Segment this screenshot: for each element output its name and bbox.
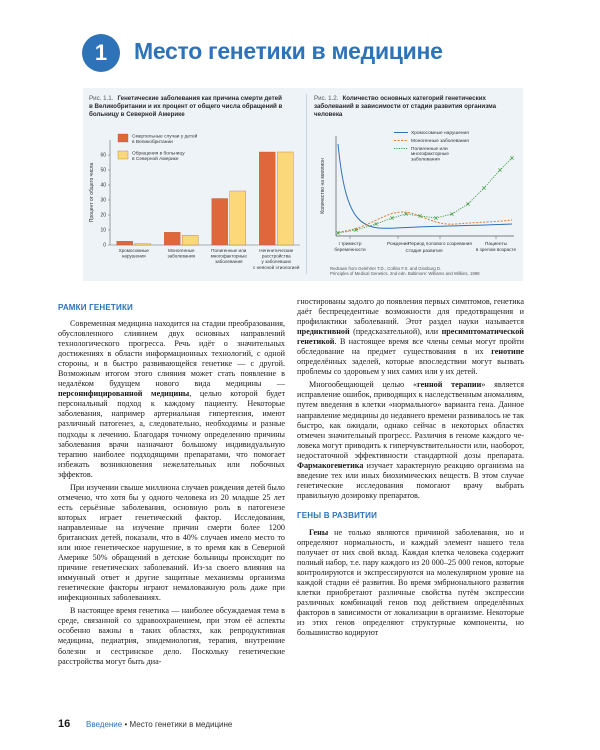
x-category-label: у заболевших xyxy=(261,259,292,265)
legend-label: многофакторные xyxy=(411,152,449,158)
legend-label: в Северной Америке xyxy=(132,157,179,162)
bar-hospital xyxy=(277,152,293,245)
fig2-line-chart xyxy=(314,126,520,262)
x-category-label: Хромосомные xyxy=(118,248,149,253)
x-stage-label: беременности xyxy=(334,247,366,252)
bar-hospital xyxy=(230,191,246,245)
y-tick-label: 40 xyxy=(100,182,106,189)
term-predictive: предиктивной xyxy=(297,327,350,337)
series-polygenic-point xyxy=(390,216,393,219)
bar-deaths xyxy=(117,241,133,245)
x-category-label: заболевания xyxy=(214,259,243,265)
fig2-caption xyxy=(314,95,514,119)
series-polygenic-point xyxy=(510,156,513,159)
fig2-source-line: Principles of Medical Genetics. 2nd edn. Baltimore: Williams and Wilkins, 1998 xyxy=(330,271,480,277)
section-heading-genes: ГЕНЫ В РАЗВИТИИ xyxy=(297,510,378,520)
fig2-label: Рис. 1.2. xyxy=(314,95,339,102)
running-footer xyxy=(86,720,232,729)
y-tick-label: 20 xyxy=(100,212,106,219)
legend-label: Смертельные случаи у детей xyxy=(132,134,198,140)
x-stage-label: Период полового созревания xyxy=(408,241,472,246)
x-category-label: расстройства xyxy=(261,253,291,259)
series-polygenic-point xyxy=(434,216,437,219)
series-polygenic-point xyxy=(466,202,469,205)
bar-deaths xyxy=(212,199,228,246)
y-axis-label: Количество на миллион xyxy=(320,158,326,214)
paragraph: Многообещающей целью «генной терапии» является исправление ошибок, приводящих к наследственным аномалиям, путем введения в клетки «нормального» варианта гена. Данное направление медицины до недавнего времени развивалось не так быстро, как ожидали, однако сейчас в некоторых областях отмечен значительный прогресс. Различия в геноме каждого человека могут приводить к гиперчувствительности или, наоборот, недостаточной эффективности стандартной дозы препарата. Фармакогенетика изучает характерную реакцию организма на введение тех или иных биохимических веществ. В этом случае генетические исследования помогают врачу выбрать правильную дозировку препаратов. xyxy=(297,380,525,500)
footer-bullet: • xyxy=(124,720,128,729)
page-number: 16 xyxy=(58,718,71,730)
series-polygenic-point xyxy=(498,168,501,171)
legend-label: Моногенные заболевания xyxy=(411,139,469,144)
term-pharmacogenetics: Фармакогенетика xyxy=(297,460,364,470)
series-polygenic-point xyxy=(482,186,485,189)
series-polygenic-point xyxy=(374,222,377,225)
bar-hospital xyxy=(135,244,151,245)
y-tick-label: 0 xyxy=(103,242,106,249)
term-genes: Гены xyxy=(309,527,329,537)
y-tick-label: 10 xyxy=(100,227,106,234)
series-polygenic-line xyxy=(338,158,512,233)
x-stage-label: I триместр xyxy=(338,241,362,246)
x-category-label: Моногенные xyxy=(167,248,195,253)
left-column xyxy=(58,319,285,667)
chapter-title: Место генетики в медицине xyxy=(134,38,443,64)
x-stage-label: Пациенты xyxy=(485,241,507,246)
right-column xyxy=(297,297,524,639)
series-polygenic-point xyxy=(450,212,453,215)
x-category-label: заболевания xyxy=(167,253,196,259)
fig2-source xyxy=(330,266,520,276)
y-tick-label: 50 xyxy=(100,167,106,174)
paragraph: В настоящее время генетика — наиболее обсуждаемая тема в среде, связанной со здравоохранением, при этом её аспекты особенно важны в таких областях, как репродуктивная медицина, педиатрия, эпидемиология, терапия, внутренние болезни и сестринское дело. Поскольку генетические расстройства могут быть диа- xyxy=(58,606,285,666)
legend-label: Полигенные или xyxy=(411,147,448,152)
x-category-label: многофакторные xyxy=(210,253,247,259)
paragraph: гностированы задолго до появления первых симптомов, генетика даёт беспрецедентные возможности для предотвращения и профилактики заболеваний. Этот раздел науки называется предиктивной (предсказательной), или пресимптоматической генетикой. В настоящее время все члены семьи могут пройти обследование на предмет существования в их генотипе определённых заделей, которые впоследствии могут вызвать проблемы со здоровьем у них самих или у их детей. xyxy=(297,297,524,377)
fig1-caption xyxy=(89,95,285,119)
legend-label: в Великобритании xyxy=(132,140,173,145)
x-category-label: с неясной этиологией xyxy=(253,264,300,270)
paragraph: Гены не только являются причиной заболевания, но и определяют нормальность, и каждый элемент нашего тела получает от них свой вклад. Каждая клетка человека содержит полный набор, т.е. пару каждого из 20 000–25 000 генов, которые контролируются и экспрессируются на молекулярном уровне на каждой стадии её развития. Во время эмбрионального развития клетки приобретают различные свойства путём экспрессии различных комбинаций генов под действием определённых факторов в зависимости от локализации в организме. Некоторые из этих генов определяют структурные компоненты, но большинство кодируют xyxy=(297,527,524,638)
fig1-label: Рис. 1.1. xyxy=(89,95,114,102)
fig2-title: Количество основных категорий генетических заболеваний в зависимости от стадии развития организма человека xyxy=(314,95,497,118)
term-genotype: генотипе xyxy=(491,347,524,357)
fig1-bar-chart xyxy=(86,128,306,278)
legend-label: Обращения в больницу xyxy=(132,151,185,157)
x-stage-label: Рождение xyxy=(387,241,409,246)
legend-swatch xyxy=(118,151,128,159)
term-gene-therapy: генной терапии xyxy=(417,380,482,390)
legend-label: Хромосомные нарушения xyxy=(411,131,469,136)
legend-swatch xyxy=(118,134,128,142)
figure-divider xyxy=(306,94,307,274)
x-category-label: Полигенные или xyxy=(211,248,247,253)
section-heading-frame: РАМКИ ГЕНЕТИКИ xyxy=(58,303,133,312)
bar-hospital xyxy=(182,235,198,245)
fig1-title: Генетические заболевания как причина смерти детей в Великобритании и их процент от общего числа обращений в больницу в Северной Америке xyxy=(89,95,283,118)
y-tick-label: 30 xyxy=(100,197,106,204)
bar-deaths xyxy=(259,152,275,245)
fig2-source-line: Redrawn from Gelehrter T.D., Collins F.S. and Ginsburg D. xyxy=(330,266,442,271)
footer-section: Введение xyxy=(86,720,123,729)
chapter-number-badge: 1 xyxy=(82,34,120,72)
bar-deaths xyxy=(164,232,180,245)
x-axis-label: Стадия развития xyxy=(405,248,443,253)
paragraph: При изучении свыше миллиона случаев рождения детей было отмечено, что хотя бы у одного человека из 20 младше 25 лет есть серьёзные заболевания, основную роль в патогенезе которых играет генетический фактор. Исследования, направленные на изучение причин смерти более 1200 британских детей, показали, что в 40% случаев имело место то или иное генетическое нарушение, в то время как в Северной Америке 50% обращений в детские больницы происходит по причине генетических заболеваний. Из-за своего влияния на иммунный ответ и другие защитные механизмы организма генетические факторы играют немаловажную роль даже при инфекционных заболеваниях. xyxy=(58,482,285,603)
series-monogenic-line xyxy=(338,212,512,232)
legend-label: заболевания xyxy=(411,157,440,163)
x-stage-label: в зрелом возрасте xyxy=(475,247,517,252)
y-tick-label: 60 xyxy=(100,152,106,159)
term-presymptomatic-genetics: пресимптоматической генетикой xyxy=(297,327,524,347)
y-axis-label: Процент от общего числа xyxy=(89,162,95,223)
x-category-label: Негенетические xyxy=(259,248,294,253)
x-category-label: нарушения xyxy=(121,253,146,259)
term-personalized-medicine: персонифицированной медицины xyxy=(58,389,190,399)
footer-chapter: Место генетики в медицине xyxy=(129,720,233,729)
paragraph: Современная медицина находится на стадии преобразования, обусловленного слиянием двух основных направлений технологического прогресса. Речь идёт о значительных достижениях в области информационных технологий, с одной стороны, и в быстро развивающейся генетике — с другой. Возможным итогом этого слияния может стать появление в недалёком будущем нового вида медицины — персонифицированной медицины, целью которой будет персональный подход к каждому пациенту. Некоторые заболевания, например артериальная гипертензия, имеют различный патогенез, а, следовательно, необходимы и разные подходы к лечению. Благодаря точному определению причины заболевания врачи назначают большому индивидуальную терапию наиболее подходящими препаратами, что помогает избежать возникновения нежелательных или побочных эффектов. xyxy=(58,319,285,479)
